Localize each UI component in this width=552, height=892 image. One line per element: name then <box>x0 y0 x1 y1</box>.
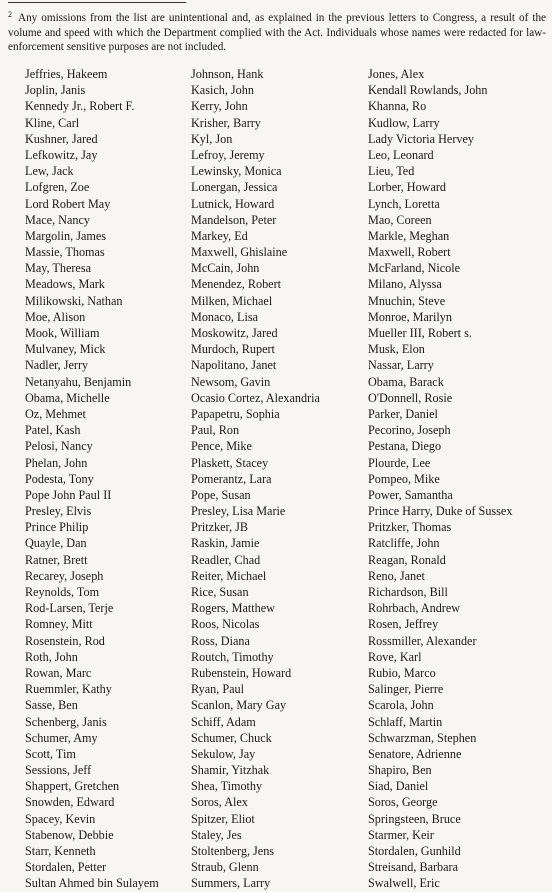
name-entry: Newsom, Gavin <box>191 374 271 389</box>
name-entry: Pestana, Diego <box>368 439 442 454</box>
name-entry: Roos, Nicolas <box>191 617 260 632</box>
name-entry: Maxwell, Robert <box>368 245 451 260</box>
name-entry: Lord Robert May <box>25 196 111 211</box>
name-entry: Moe, Alison <box>25 309 86 324</box>
name-entry: Rohrbach, Andrew <box>368 601 461 616</box>
name-entry: Stoltenberg, Jens <box>191 844 275 858</box>
name-entry: Reynolds, Tom <box>25 585 100 599</box>
name-entry: Kennedy Jr., Robert F. <box>25 99 135 114</box>
name-entry: Markle, Meghan <box>368 228 450 243</box>
name-entry: Rosen, Jeffrey <box>368 617 439 632</box>
footnote-marker: 2 <box>8 10 12 19</box>
name-entry: Lynch, Loretta <box>368 196 440 211</box>
name-entry: Jeffries, Hakeem <box>25 67 108 81</box>
name-entry: Prince Philip <box>25 520 89 535</box>
name-entry: Paul, Ron <box>191 423 240 438</box>
name-entry: Ocasio Cortez, Alexandria <box>191 390 320 405</box>
footnote <box>8 8 546 55</box>
name-entry: Nassar, Larry <box>368 358 434 373</box>
name-entry: Schlaff, Martin <box>368 714 443 729</box>
name-entry: Streisand, Barbara <box>368 860 459 875</box>
name-entry: Staley, Jes <box>191 827 242 842</box>
name-entry: Rubio, Marco <box>368 665 436 680</box>
name-entry: Lutnick, Howard <box>191 196 275 211</box>
name-entry: Obama, Barack <box>368 374 444 389</box>
name-entry: Presley, Lisa Marie <box>191 504 286 519</box>
name-entry: Shappert, Gretchen <box>25 779 120 794</box>
name-entry: Jones, Alex <box>368 67 425 81</box>
name-entry: Netanyahu, Benjamin <box>25 374 132 389</box>
name-entry: Plaskett, Stacey <box>191 455 269 470</box>
footnote-separator-rule <box>8 2 186 3</box>
name-entry: Kendall Rowlands, John <box>368 83 488 98</box>
name-entry: Massie, Thomas <box>25 245 105 260</box>
name-entry: Mandelson, Peter <box>191 212 277 227</box>
name-entry: Pope, Susan <box>191 487 251 502</box>
name-entry: Johnson, Hank <box>191 67 264 81</box>
name-entry: McCain, John <box>191 261 260 276</box>
name-entry: Rice, Susan <box>191 585 249 599</box>
name-entry: Markey, Ed <box>191 228 248 243</box>
name-entry: Raskin, Jamie <box>191 536 260 551</box>
name-entry: Rod-Larsen, Terje <box>25 601 114 616</box>
footnote-text: Any omissions from the list are unintentional and, as explained in the previous letters to Congress, a result of the volume and speed with which the Department complied with the Act. Individuals whose names were redacted for law-enforcement sensitive purposes are not included. <box>8 12 546 53</box>
name-entry: Lorber, Howard <box>368 180 447 195</box>
name-entry: Straub, Glenn <box>191 860 259 875</box>
name-entry: Lew, Jack <box>25 164 74 179</box>
name-column-3 <box>368 66 512 892</box>
name-entry: Lewinsky, Monica <box>191 164 282 179</box>
name-entry: Leo, Leonard <box>368 147 434 162</box>
name-entry: May, Theresa <box>25 261 91 276</box>
name-entry: Presley, Elvis <box>25 504 92 519</box>
name-entry: Scott, Tim <box>25 746 76 761</box>
name-entry: McFarland, Nicole <box>368 261 461 276</box>
name-column-2 <box>191 66 320 892</box>
name-entry: O'Donnell, Rosie <box>368 390 453 405</box>
name-entry: Stabenow, Debbie <box>25 827 114 842</box>
name-entry: Mook, William <box>25 326 100 340</box>
name-entry: Pelosi, Nancy <box>25 439 93 454</box>
name-entry: Schumer, Chuck <box>191 730 272 745</box>
name-entry: Ryan, Paul <box>191 682 244 697</box>
name-entry: Romney, Mitt <box>25 617 93 632</box>
name-entry: Schwarzman, Stephen <box>368 730 477 745</box>
name-entry: Sultan Ahmed bin Sulayem <box>25 876 159 891</box>
name-entry: Power, Samantha <box>368 487 453 502</box>
name-entry: Sasse, Ben <box>25 698 78 713</box>
name-entry: Reno, Janet <box>368 568 425 583</box>
name-entry: Ratner, Brett <box>25 552 88 567</box>
name-entry: Senatore, Adrienne <box>368 746 462 761</box>
name-entry: Shea, Timothy <box>191 779 263 794</box>
name-entry: Soros, Alex <box>191 795 248 810</box>
name-entry: Sessions, Jeff <box>25 763 92 778</box>
name-entry: Readler, Chad <box>191 552 261 567</box>
name-entry: Podesta, Tony <box>25 471 94 486</box>
name-entry: Ruemmler, Kathy <box>25 682 112 697</box>
name-entry: Oz, Mehmet <box>25 406 86 421</box>
name-entry: Monroe, Marilyn <box>368 309 452 324</box>
name-entry: Plourde, Lee <box>368 455 431 470</box>
name-entry: Reagan, Ronald <box>368 552 446 567</box>
name-entry: Kudlow, Larry <box>368 115 440 130</box>
name-entry: Routch, Timothy <box>191 649 274 664</box>
name-entry: Lonergan, Jessica <box>191 180 278 195</box>
name-entry: Krisher, Barry <box>191 115 261 130</box>
name-entry: Maxwell, Ghislaine <box>191 245 288 260</box>
name-entry: Kline, Carl <box>25 115 80 130</box>
name-entry: Musk, Elon <box>368 342 425 357</box>
name-entry: Rubenstein, Howard <box>191 665 292 680</box>
name-entry: Schumer, Amy <box>25 730 98 745</box>
name-entry: Mace, Nancy <box>25 212 90 227</box>
name-entry: Pritzker, Thomas <box>368 520 452 535</box>
name-entry: Rossmiller, Alexander <box>368 633 477 648</box>
name-entry: Rogers, Matthew <box>191 601 275 616</box>
name-entry: Pecorino, Joseph <box>368 423 451 438</box>
name-entry: Mueller III, Robert s. <box>368 326 472 340</box>
name-entry: Milken, Michael <box>191 293 273 308</box>
name-entry: Siad, Daniel <box>368 779 429 794</box>
name-entry: Lefkowitz, Jay <box>25 147 98 162</box>
name-entry: Monaco, Lisa <box>191 309 259 324</box>
name-entry: Kasich, John <box>191 83 254 98</box>
name-entry: Roth, John <box>25 649 78 664</box>
name-entry: Kushner, Jared <box>25 131 98 146</box>
name-entry: Shamir, Yitzhak <box>191 763 270 778</box>
name-entry: Parker, Daniel <box>368 406 438 421</box>
name-entry: Scanlon, Mary Gay <box>191 698 287 713</box>
name-entry: Schenberg, Janis <box>25 714 107 729</box>
name-entry: Soros, George <box>368 795 438 810</box>
name-entry: Spacey, Kevin <box>25 811 96 826</box>
name-entry: Lofgren, Zoe <box>25 180 90 195</box>
name-entry: Rowan, Marc <box>25 665 92 680</box>
name-entry: Ross, Diana <box>191 633 250 648</box>
name-entry: Lieu, Ted <box>368 164 415 179</box>
name-entry: Ratcliffe, John <box>368 536 440 551</box>
name-entry: Pomerantz, Lara <box>191 471 272 486</box>
name-entry: Lefroy, Jeremy <box>191 147 265 162</box>
name-entry: Phelan, John <box>25 455 88 470</box>
name-entry: Papapetru, Sophia <box>191 406 280 421</box>
name-entry: Recarey, Joseph <box>25 568 104 583</box>
name-entry: Snowden, Edward <box>25 795 115 810</box>
name-entry: Schiff, Adam <box>191 714 256 729</box>
name-entry: Murdoch, Rupert <box>191 342 275 357</box>
name-entry: Obama, Michelle <box>25 390 110 405</box>
name-entry: Prince Harry, Duke of Sussex <box>368 504 513 519</box>
name-column-1 <box>25 66 159 892</box>
name-entry: Sekulow, Jay <box>191 746 256 761</box>
name-entry: Quayle, Dan <box>25 536 87 551</box>
name-entry: Pope John Paul II <box>25 487 112 502</box>
name-list <box>0 66 552 891</box>
name-entry: Mulvaney, Mick <box>25 342 106 357</box>
name-entry: Pence, Mike <box>191 439 252 454</box>
name-entry: Summers, Larry <box>191 876 271 891</box>
name-entry: Starmer, Keir <box>368 827 434 842</box>
name-entry: Stordalen, Petter <box>25 860 107 875</box>
name-entry: Kerry, John <box>191 99 248 114</box>
name-entry: Stordalen, Gunhild <box>368 844 461 858</box>
name-entry: Menendez, Robert <box>191 277 282 292</box>
name-entry: Pompeo, Mike <box>368 471 440 486</box>
name-entry: Scarola, John <box>368 698 434 713</box>
name-entry: Khanna, Ro <box>368 99 427 114</box>
name-entry: Swalwell, Eric <box>368 876 440 891</box>
name-entry: Patel, Kash <box>25 423 81 438</box>
name-entry: Moskowitz, Jared <box>191 326 278 340</box>
name-entry: Salinger, Pierre <box>368 682 444 697</box>
name-entry: Pritzker, JB <box>191 520 249 535</box>
name-entry: Milano, Alyssa <box>368 277 442 292</box>
name-entry: Mnuchin, Steve <box>368 293 446 308</box>
name-entry: Reiter, Michael <box>191 568 267 583</box>
name-entry: Nadler, Jerry <box>25 358 89 373</box>
name-entry: Starr, Kenneth <box>25 844 96 858</box>
name-entry: Springsteen, Bruce <box>368 811 461 826</box>
name-entry: Richardson, Bill <box>368 585 448 599</box>
name-entry: Rosenstein, Rod <box>25 633 105 648</box>
name-entry: Shapiro, Ben <box>368 763 432 778</box>
name-entry: Joplin, Janis <box>25 83 86 98</box>
name-entry: Lady Victoria Hervey <box>368 131 474 146</box>
name-entry: Spitzer, Eliot <box>191 811 255 826</box>
name-entry: Napolitano, Janet <box>191 358 277 373</box>
name-entry: Margolin, James <box>25 228 107 243</box>
name-entry: Mao, Coreen <box>368 212 432 227</box>
name-entry: Kyl, Jon <box>191 131 233 146</box>
name-entry: Meadows, Mark <box>25 277 105 292</box>
name-entry: Rove, Karl <box>368 649 422 664</box>
name-entry: Milikowski, Nathan <box>25 293 123 308</box>
